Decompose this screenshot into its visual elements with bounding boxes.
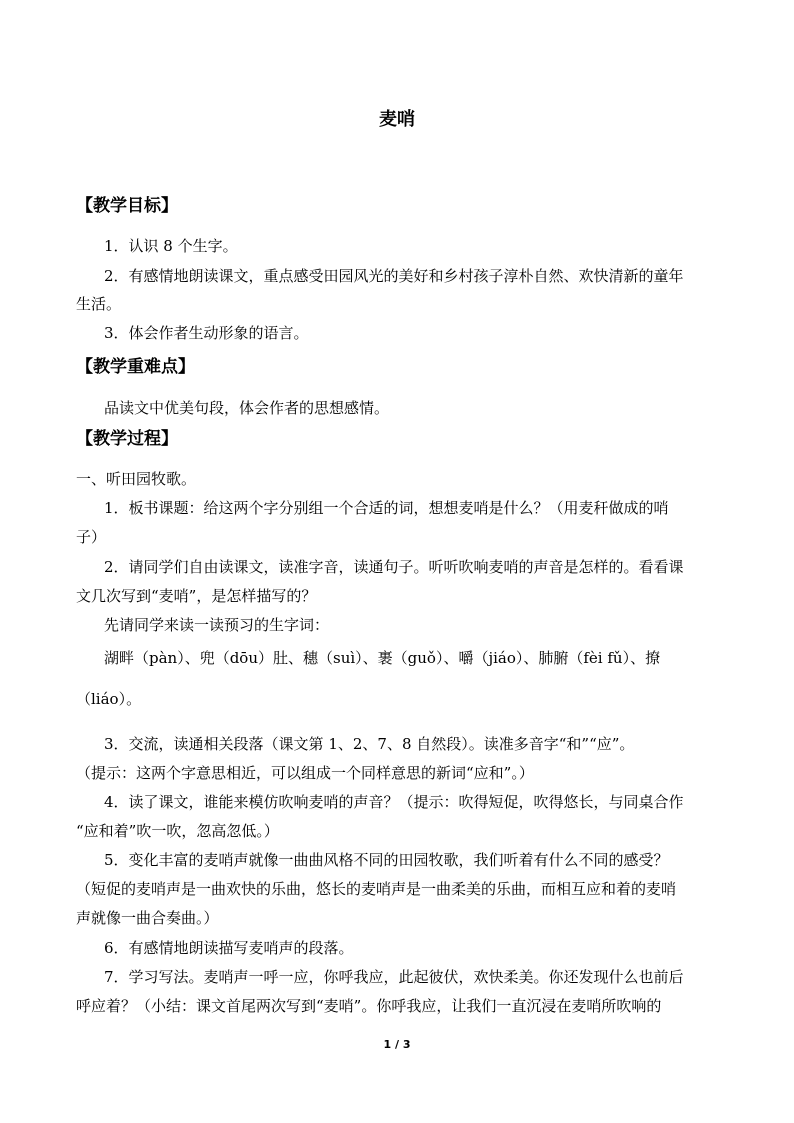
step-2-line-3: 先请同学来读一读预习的生字词： — [104, 616, 330, 634]
focus-text: 品读文中优美句段，体会作者的思想感情。 — [104, 399, 390, 417]
step-5-line-3: 声就像一曲合奏曲。） — [76, 909, 219, 927]
page-number: 1 / 3 — [383, 1038, 411, 1051]
section-heading-goals: 【教学目标】 — [76, 196, 178, 216]
step-1-line-1: 1．板书课题：给这两个字分别组一个合适的词，想想麦哨是什么？（用麦秆做成的哨 — [104, 499, 669, 517]
section-heading-focus: 【教学重难点】 — [76, 357, 195, 377]
step-7-line-2: 呼应着？（小结：课文首尾两次写到“麦哨”。你呼我应，让我们一直沉浸在麦哨所吹响的 — [76, 997, 662, 1015]
vocab-line-1: 湖畔（pàn）、兜（dōu）肚、穗（suì）、裹（guǒ）、嚼（jiáo）、肺腑（fèi fǔ）、撩 — [104, 649, 661, 667]
goal-2-line-2: 生活。 — [76, 295, 122, 313]
step-4-line-2: “应和着”吹一吹，忽高忽低。） — [76, 822, 279, 840]
part-1-heading: 一、听田园牧歌。 — [76, 470, 197, 488]
goal-2-line-1: 2．有感情地朗读课文，重点感受田园风光的美好和乡村孩子淳朴自然、欢快清新的童年 — [104, 267, 684, 285]
step-5-line-1: 5．变化丰富的麦哨声就像一曲曲风格不同的田园牧歌，我们听着有什么不同的感受？ — [104, 851, 669, 869]
step-2-line-2: 文几次写到“麦哨”，是怎样描写的？ — [76, 587, 317, 605]
step-1-line-2: 子） — [76, 528, 107, 546]
goal-1: 1．认识 8 个生字。 — [104, 237, 238, 255]
vocab-line-2: （liáo）。 — [76, 690, 142, 708]
step-4-line-1: 4．读了课文，谁能来模仿吹响麦哨的声音？（提示：吹得短促，吹得悠长，与同桌合作 — [104, 793, 684, 811]
section-heading-process: 【教学过程】 — [76, 429, 178, 449]
step-3-line-2: （提示：这两个字意思相近，可以组成一个同样意思的新词“应和”。） — [76, 764, 534, 782]
step-7-line-1: 7．学习写法。麦哨声一呼一应，你呼我应，此起彼伏，欢快柔美。你还发现什么也前后 — [104, 968, 684, 986]
step-6: 6．有感情地朗读描写麦哨声的段落。 — [104, 939, 354, 957]
step-3-line-1: 3．交流，读通相关段落（课文第 1、2、7、8 自然段）。读准多音字“和”“应”。 — [104, 735, 635, 753]
step-2-line-1: 2．请同学们自由读课文，读准字音，读通句子。听听吹响麦哨的声音是怎样的。看看课 — [104, 558, 684, 576]
goal-3: 3．体会作者生动形象的语言。 — [104, 324, 309, 342]
page-title: 麦哨 — [379, 109, 415, 130]
step-5-line-2: （短促的麦哨声是一曲欢快的乐曲，悠长的麦哨声是一曲柔美的乐曲，而相互应和着的麦哨 — [76, 880, 677, 898]
